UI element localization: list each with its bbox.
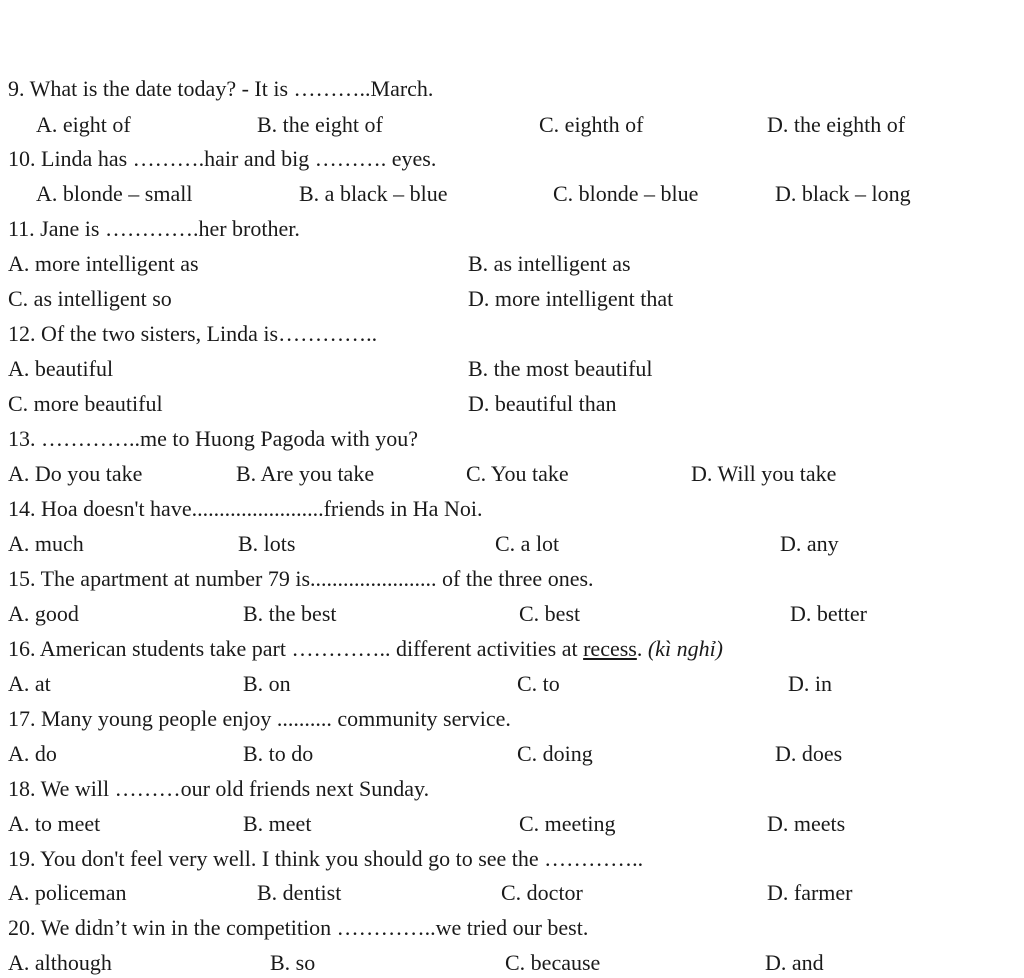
q14-option-c: C. a lot bbox=[495, 531, 560, 556]
question-20: 20. We didn’t win in the competition …………..we tried our best. bbox=[8, 915, 589, 940]
q20-option-d: D. and bbox=[765, 950, 824, 975]
q16-option-c: C. to bbox=[517, 671, 560, 696]
q10-option-b: B. a black – blue bbox=[299, 181, 448, 206]
q18-option-a: A. to meet bbox=[8, 811, 101, 836]
q11-option-d: D. more intelligent that bbox=[468, 286, 674, 311]
q10-option-a: A. blonde – small bbox=[36, 181, 193, 206]
q17-option-d: D. does bbox=[775, 741, 843, 766]
q9-option-c: C. eighth of bbox=[539, 112, 644, 137]
q13-option-c: C. You take bbox=[466, 461, 569, 486]
q17-option-c: C. doing bbox=[517, 741, 593, 766]
q12-option-a: A. beautiful bbox=[8, 356, 114, 381]
q17-option-a: A. do bbox=[8, 741, 57, 766]
q9-option-b: B. the eight of bbox=[257, 112, 383, 137]
q18-option-d: D. meets bbox=[767, 811, 846, 836]
q11-option-a: A. more intelligent as bbox=[8, 251, 199, 276]
question-9: 9. What is the date today? - It is ………..March. bbox=[8, 76, 434, 101]
q15-option-d: D. better bbox=[790, 601, 867, 626]
question-13: 13. …………..me to Huong Pagoda with you? bbox=[8, 426, 419, 451]
q16-option-d: D. in bbox=[788, 671, 832, 696]
q14-option-b: B. lots bbox=[238, 531, 296, 556]
q13-option-d: D. Will you take bbox=[691, 461, 837, 486]
q15-option-c: C. best bbox=[519, 601, 581, 626]
q12-option-b: B. the most beautiful bbox=[468, 356, 653, 381]
question-19: 19. You don't feel very well. I think you should go to see the ………….. bbox=[8, 846, 644, 871]
q16-underlined-word: recess bbox=[583, 636, 637, 661]
q19-option-a: A. policeman bbox=[8, 880, 127, 905]
q15-option-b: B. the best bbox=[243, 601, 337, 626]
q10-option-c: C. blonde – blue bbox=[553, 181, 699, 206]
q11-option-b: B. as intelligent as bbox=[468, 251, 631, 276]
q9-option-a: A. eight of bbox=[36, 112, 131, 137]
q14-option-d: D. any bbox=[780, 531, 839, 556]
question-18: 18. We will ………our old friends next Sunday. bbox=[8, 776, 430, 801]
q20-option-a: A. although bbox=[8, 950, 112, 975]
q16-question-text: 16. American students take part ………….. different activities at bbox=[8, 636, 584, 661]
q9-option-d: D. the eighth of bbox=[767, 112, 906, 137]
q19-option-b: B. dentist bbox=[257, 880, 342, 905]
question-10: 10. Linda has ……….hair and big ………. eyes. bbox=[8, 146, 437, 171]
q12-option-d: D. beautiful than bbox=[468, 391, 617, 416]
q13-option-b: B. Are you take bbox=[236, 461, 375, 486]
question-16: 16. American students take part ………….. different activities at recess. (kì nghỉ) bbox=[8, 636, 724, 661]
question-14: 14. Hoa doesn't have........................friends in Ha Noi. bbox=[8, 496, 483, 521]
q20-option-b: B. so bbox=[270, 950, 316, 975]
q19-option-d: D. farmer bbox=[767, 880, 853, 905]
question-12: 12. Of the two sisters, Linda is………….. bbox=[8, 321, 378, 346]
question-17: 17. Many young people enjoy .......... community service. bbox=[8, 706, 511, 731]
question-11: 11. Jane is ………….her brother. bbox=[8, 216, 300, 241]
q16-option-b: B. on bbox=[243, 671, 291, 696]
q16-gloss: (kì nghỉ) bbox=[647, 636, 724, 661]
q13-option-a: A. Do you take bbox=[8, 461, 143, 486]
q18-option-b: B. meet bbox=[243, 811, 312, 836]
q18-option-c: C. meeting bbox=[519, 811, 616, 836]
question-15: 15. The apartment at number 79 is....................... of the three ones. bbox=[8, 566, 594, 591]
q16-option-a: A. at bbox=[8, 671, 51, 696]
q11-option-c: C. as intelligent so bbox=[8, 286, 172, 311]
q10-option-d: D. black – long bbox=[775, 181, 911, 206]
q12-option-c: C. more beautiful bbox=[8, 391, 163, 416]
q14-option-a: A. much bbox=[8, 531, 84, 556]
q17-option-b: B. to do bbox=[243, 741, 314, 766]
q20-option-c: C. because bbox=[505, 950, 601, 975]
q19-option-c: C. doctor bbox=[501, 880, 583, 905]
q15-option-a: A. good bbox=[8, 601, 79, 626]
